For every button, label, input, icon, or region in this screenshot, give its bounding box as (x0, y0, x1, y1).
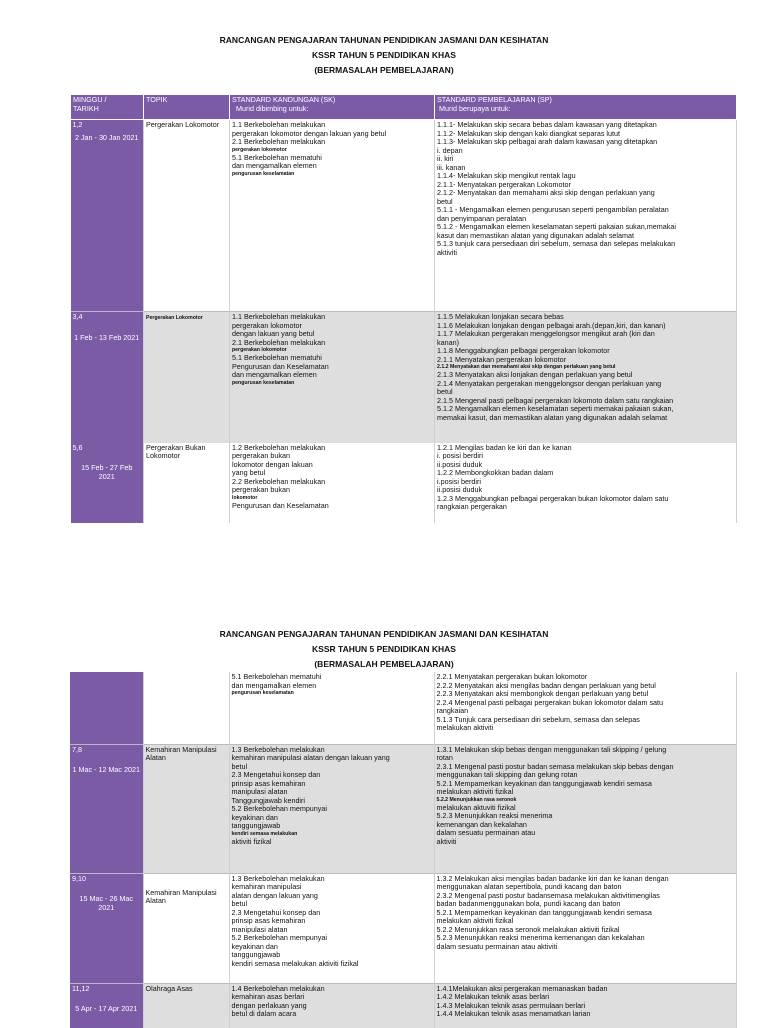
cell-line: kendiri semasa melakukan (231, 830, 298, 837)
document-subtitle: KSSR TAHUN 5 PENDIDIKAN KHAS (312, 644, 456, 654)
column-header-sk: STANDARD KANDUNGAN (SK) Murid dibimbing untuk: (230, 95, 435, 120)
cell-line: 2.1.3 Menyatakan aksi lonjakan dengan perlakuan yang betul (437, 370, 633, 379)
cell-line: 1.1.5 Melakukan lonjakan secara bebas (437, 312, 564, 321)
cell-line: iii. kanan (437, 162, 466, 172)
sp-cell (434, 873, 736, 983)
cell-line: 1.4.4 Melakukan teknik asas menamatkan larian (436, 1009, 591, 1018)
cell-line: dengan perlakuan yang (231, 1000, 307, 1010)
cell-line: 5.1 Berkebolehan mematuhi (232, 353, 322, 362)
cell-line: ii.posisi duduk (437, 485, 483, 494)
lesson-plan-table (70, 94, 737, 523)
cell-line: kanan) (437, 337, 459, 347)
cell-line: lokomotor (232, 494, 258, 501)
topic-cell: Kemahiran Manipulasi Alatan (143, 744, 229, 873)
cell-line: kemenangan dan kekalahan (436, 819, 527, 829)
cell-line: pergerakan lokomotor dengan lakuan yang betul (232, 128, 387, 138)
cell-line: yang betul (232, 468, 266, 477)
week-cell: 5,6 15 Feb - 27 Feb 2021 (71, 443, 144, 523)
cell-line: rangkaian pergerakan (437, 502, 507, 511)
cell-line: memakai kasut, dan memastikan alatan yang digunakan adalah selamat (437, 412, 668, 422)
cell-line: 5.2.3 Menunjukkan reaksi menerima kemenangan dan kekalahan (436, 933, 645, 942)
cell-line: 2.2.3 Menyatakan aksi membongkok dengan perlakuan yang betul (436, 689, 649, 698)
topic-cell: Olahraga Asas (143, 983, 229, 1028)
sk-cell (230, 120, 435, 312)
cell-line: 1.2.1 Mengilas badan ke kiri dan ke kanan (437, 442, 572, 452)
cell-line: 5.2.1 Mempamerkan keyakinan dan tanggungjawab kendiri semasa (436, 778, 652, 788)
cell-line: 2.1.1 Menyatakan pergerakan lokomotor (437, 354, 567, 364)
cell-line: rotan (436, 753, 453, 762)
topic-cell: Pergerakan Bukan Lokomotor (144, 443, 230, 523)
week-cell: 7,8 1 Mac - 12 Mac 2021 (70, 744, 143, 873)
week-cell: 1,2 2 Jan - 30 Jan 2021 (71, 120, 144, 312)
sk-cell (230, 443, 435, 523)
cell-line: 1.1 Berkebolehan melakukan (232, 312, 326, 321)
cell-line: pergerakan bukan (232, 451, 290, 460)
cell-line: aktiviti (436, 836, 457, 846)
cell-line: betul di dalam acara (231, 1009, 297, 1018)
cell-line: 2.1.2- Menyatakan dan memahami aksi skip dengan perlakuan yang (437, 188, 655, 197)
cell-line: 2.2.2 Menyatakan aksi mengilas badan dengan perlakuan yang betul (436, 680, 656, 690)
cell-line: i. posisi berdiri (437, 451, 483, 460)
week-cell: 3,4 1 Feb - 13 Feb 2021 (71, 312, 144, 443)
sp-cell (435, 312, 737, 443)
document-title: RANCANGAN PENGAJARAN TAHUNAN PENDIDIKAN JASMANI DAN KESIHATAN (219, 35, 549, 45)
cell-line: kendiri semasa melakukan aktiviti fizikal (231, 958, 359, 968)
column-header-sp: STANDARD PEMBELAJARAN (SP) Murid berupaya untuk: (435, 95, 737, 120)
cell-line: prinsip asas kemahiran (231, 778, 306, 788)
cell-line: Pengurusan dan Keselamatan (232, 500, 329, 510)
cell-line: melakukan aktiviti fizikal (436, 916, 514, 925)
cell-line: 5.1.2 - Mengamalkan elemen keselamatan seperti pakaian sukan,memakai (437, 222, 676, 231)
lesson-plan-table-continued (70, 672, 737, 1028)
cell-line: kemahiran manipulasi (231, 882, 302, 891)
table-row (70, 672, 736, 744)
cell-line: 1.2.2 Membongkokkan badan dalam (437, 468, 554, 477)
cell-line: Tanggungjawab kendiri (231, 795, 306, 805)
cell-line: dalam sesuatu permainan atau (436, 828, 536, 837)
cell-line: prinsip asas kemahiran (231, 916, 306, 925)
cell-line: betul (231, 899, 248, 908)
cell-line: ii.posisi duduk (437, 459, 483, 469)
cell-line: 1.2.3 Menggabungkan pelbagai pergerakan bukan lokomotor dalam satu (437, 493, 669, 503)
week-cell (70, 672, 143, 744)
cell-line: 1.1.4- Melakukan skip mengikut rentak lagu (437, 171, 576, 180)
cell-line: 5.1.3 tunjuk cara persediaan diri sebelum, semasa dan selepas melakukan (437, 239, 676, 248)
cell-line: kemahiran manipulasi alatan dengan lakuan yang (231, 753, 390, 762)
cell-line: pergerakan lokomotor (232, 347, 287, 353)
cell-line: aktiviti fizikal (231, 836, 272, 846)
cell-line: keyakinan dan (231, 812, 278, 822)
topic-cell: Kemahiran Manipulasi Alatan (143, 873, 229, 983)
column-header-minggu: MINGGU / TARIKH (71, 95, 144, 120)
cell-line: ii. kiri (437, 154, 454, 163)
cell-line: tanggungjawab (231, 950, 281, 959)
cell-line: i.posisi berdiri (437, 476, 481, 486)
cell-line: 1.2 Berkebolehan melakukan (232, 442, 326, 452)
cell-line: dengan lakuan yang betul (232, 329, 315, 338)
cell-line: 1.1.7 Melakukan pergerakan menggelongsor mengikut arah (kiri dan (437, 329, 655, 338)
cell-line: Pengurusan dan Keselamatan (232, 361, 329, 371)
cell-line: 2.1.1- Menyatakan pergerakan Lokomotor (437, 179, 571, 189)
sk-cell (229, 672, 434, 744)
cell-line: 5.2 Berkebolehan mempunyai (231, 933, 327, 942)
table-row (70, 744, 736, 873)
cell-line: dan penyimpanan peralatan (437, 213, 527, 223)
week-cell: 9,10 15 Mac - 26 Mac 2021 (70, 873, 143, 983)
cell-line: keyakinan dan (231, 941, 278, 951)
column-header-topik: TOPIK (144, 95, 230, 120)
document-category: (BERMASALAH PEMBELAJARAN) (314, 659, 454, 669)
cell-line: 5.1 Berkebolehan mematuhi (232, 152, 322, 162)
cell-line: kemahiran asas berlari (231, 992, 305, 1001)
sk-cell (229, 744, 434, 873)
cell-line: kasut dan memastikan alatan yang digunakan adalah selamat (437, 230, 634, 240)
page-header-2 (0, 627, 768, 672)
cell-line: manipulasi alatan (231, 787, 288, 796)
cell-line: lokomotor dengan lakuan (232, 459, 313, 469)
cell-line: 1.1.3- Melakukan skip pelbagai arah dalam kawasan yang ditetapkan (437, 137, 658, 146)
cell-line: i. depan (437, 145, 463, 155)
table-row (71, 120, 737, 312)
cell-line: 2.3.2 Mengenal pasti postur badansemasa melakukan aktivitimengilas (436, 890, 660, 900)
cell-line: 1.4.2 Melakukan teknik asas berlari (436, 992, 550, 1001)
cell-line: 1.1.8 Menggabungkan pelbagai pergerakan lokomotor (437, 346, 610, 355)
table-header-row (71, 95, 737, 120)
cell-line: dan mengamalkan elemen (232, 370, 317, 379)
sk-cell (230, 312, 435, 443)
cell-line: pergerakan lokomotor (232, 320, 302, 330)
cell-line: rangkaian (436, 706, 469, 715)
cell-line: 5.2 Berkebolehan mempunyai (231, 804, 327, 813)
sp-cell (434, 744, 736, 873)
cell-line: pengurusan keselamatan (231, 690, 294, 696)
cell-line: 2.3 Mengetahui konsep dan (231, 907, 321, 917)
document-category: (BERMASALAH PEMBELAJARAN) (314, 65, 454, 75)
cell-line: 5.2.1 Mempamerkan keyakinan dan tanggungjawab kendiri semasa (436, 907, 652, 917)
cell-line: 5.2.2 Menunjukkan rasa seronok (436, 796, 517, 803)
cell-line: menggunakan alatan sepertibola, pundi kacang dan baton (436, 882, 622, 891)
cell-line: 1.3.2 Melakukan aksi mengilas badan badanke kiri dan ke kanan dengan (436, 873, 669, 883)
cell-line: 2.2.1 Menyatakan pergerakan bukan lokomotor (436, 672, 588, 681)
table-row (70, 983, 736, 1028)
cell-line: 1.1 Berkebolehan melakukan (232, 120, 326, 129)
cell-line: 5.1 Berkebolehan mematuhi (231, 672, 322, 681)
cell-line: 1.1.1- Melakukan skip secara bebas dalam kawasan yang ditetapkan (437, 120, 657, 129)
sk-cell (229, 983, 434, 1028)
week-cell: 11,12 5 Apr - 17 Apr 2021 (70, 983, 143, 1028)
cell-line: 2.1.4 Menyatakan pergerakan menggelongsor dengan perlakuan yang (437, 378, 662, 388)
cell-line: betul (231, 761, 248, 771)
cell-line: 5.1.1 - Mengamalkan elemen pengurusan seperti pengambilan peralatan (437, 205, 669, 214)
cell-line: 1.4 Berkebolehan melakukan (231, 983, 325, 993)
cell-line: melakukan aktiviti (436, 723, 494, 732)
document-title: RANCANGAN PENGAJARAN TAHUNAN PENDIDIKAN JASMANI DAN KESIHATAN (219, 629, 549, 639)
cell-line: 2.3.1 Mengenal pasti postur badan semasa melakukan skip bebas dengan (436, 761, 674, 771)
cell-line: 1.4.3 Melakukan teknik asas permulaan berlari (436, 1000, 586, 1010)
cell-line: 2.1 Berkebolehan melakukan (232, 337, 326, 347)
cell-line: dan mengamalkan elemen (232, 161, 317, 170)
cell-line: 1.1.2- Melakukan skip dengan kaki diangkat separas lutut (437, 128, 620, 138)
cell-line: alatan dengan lakuan yang (231, 890, 318, 900)
cell-line: 1.1.6 Melakukan lonjakan dengan pelbagai arah.(depan,kiri, dan kanan) (437, 320, 666, 330)
cell-line: pergerakan lokomotor (232, 146, 287, 153)
table-row (71, 312, 737, 443)
topic-cell (143, 672, 229, 744)
sk-cell (229, 873, 434, 983)
cell-line: betul (437, 196, 453, 206)
cell-line: 2.2 Berkebolehan melakukan (232, 476, 326, 486)
cell-line: manipulasi alatan (231, 924, 288, 934)
cell-line: 5.2.2 Menunjukkan rasa seronok melakukan aktiviti fizikal (436, 924, 620, 934)
sp-cell (435, 443, 737, 523)
cell-line: melakukan aktiviti fizikal (436, 787, 514, 796)
cell-line: 2.2.4 Mengenal pasti pelbagai pergerakan bukan lokomotor dalam satu (436, 697, 664, 707)
cell-line: 2.1 Berkebolehan melakukan (232, 137, 326, 146)
document-subtitle: KSSR TAHUN 5 PENDIDIKAN KHAS (312, 50, 456, 60)
cell-line: 2.1.2 Menyatakan dan memahami aksi skip dengan perlakuan yang betul (437, 364, 616, 370)
page-header (0, 33, 768, 78)
cell-line: 5.1.2 Mengamalkan elemen keselamatan seperti memakai pakaian sukan, (437, 404, 674, 413)
cell-line: pergerakan bukan (232, 485, 290, 494)
cell-line: 2.1.5 Mengenal pasti pelbagai pergerakan lokomoto dalam satu rangkaian (437, 395, 674, 405)
cell-line: pengurusan keselamatan (232, 379, 295, 386)
cell-line: 1.4.1Melakukan aksi pergerakan memanaskan badan (436, 983, 608, 993)
cell-line: 1.3 Berkebolehan melakukan (231, 744, 325, 754)
cell-line: 1.3.1 Melakukan skip bebas dengan menggunakan tali skipping / gelung (436, 744, 667, 754)
cell-line: tanggungjawab (231, 821, 281, 830)
sp-cell (434, 672, 736, 744)
table-row (71, 443, 737, 523)
cell-line: pengurusan keselamatan (232, 170, 295, 177)
sp-cell (435, 120, 737, 312)
cell-line: 1.3 Berkebolehan melakukan (231, 873, 325, 883)
sp-cell (434, 983, 736, 1028)
topic-cell: Pergerakan Lokomotor (144, 312, 230, 443)
cell-line: dan mengamalkan elemen (231, 680, 317, 690)
table-row (70, 873, 736, 983)
cell-line: 5.2.3 Menunjukkan reaksi menerima (436, 811, 553, 820)
cell-line: aktiviti (437, 247, 457, 257)
cell-line: 2.3 Mengetahui konsep dan (231, 770, 321, 779)
cell-line: 5.1.3 Tunjuk cara persediaan diri sebelum, semasa dan selepas (436, 714, 640, 724)
cell-line: menggunakan tali skipping dan gelung rotan (436, 770, 578, 779)
cell-line: betul (437, 387, 453, 396)
cell-line: badan badanmenggunakan bola, pundi kacang dan baton (436, 899, 621, 908)
topic-cell: Pergerakan Lokomotor (144, 120, 230, 312)
cell-line: melakukan aktuviti fizikal (436, 802, 516, 812)
cell-line: dalam sesuatu permainan atau aktiviti (436, 941, 558, 951)
